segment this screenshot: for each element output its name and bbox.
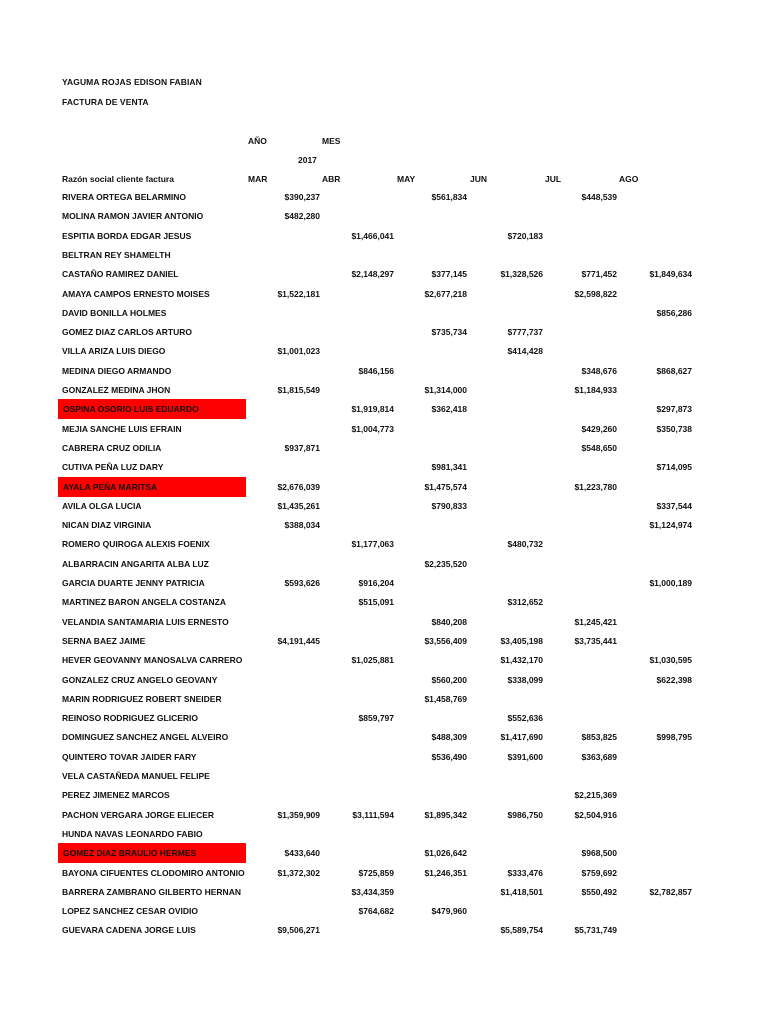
table-row (0, 322, 768, 342)
client-name: VILLA ARIZA LUIS DIEGO (62, 346, 166, 357)
client-name: VELANDIA SANTAMARIA LUIS ERNESTO (62, 616, 229, 627)
table-row (0, 747, 768, 767)
amount-cell-jun: $1,418,501 (500, 886, 543, 897)
document-subtitle: FACTURA DE VENTA (62, 97, 149, 107)
client-name: DOMINGUEZ SANCHEZ ANGEL ALVEIRO (62, 732, 229, 743)
amount-cell-jun: $1,417,690 (500, 732, 543, 743)
table-row (0, 515, 768, 535)
amount-cell-abr: $916,204 (358, 578, 394, 588)
client-name: GONZALEZ MEDINA JHON (62, 385, 171, 395)
amount-cell-may: $2,235,520 (424, 558, 467, 569)
client-name: NICAN DIAZ VIRGINIA (62, 520, 152, 531)
amount-cell-may: $840,208 (431, 616, 467, 627)
amount-cell-ago: $1,124,974 (649, 520, 692, 531)
client-name: DAVID BONILLA HOLMES (62, 307, 167, 318)
client-name: GUEVARA CADENA JORGE LUIS (62, 925, 196, 936)
amount-cell-jul: $3,735,441 (574, 635, 617, 646)
table-row (0, 805, 768, 825)
amount-cell-abr: $846,156 (358, 365, 394, 376)
client-name: HEVER GEOVANNY MANOSALVA CARRERO (62, 655, 243, 666)
client-name: ALBARRACIN ANGARITA ALBA LUZ (62, 558, 209, 569)
amount-cell-mar: $2,676,039 (277, 481, 320, 492)
amount-cell-mar: $937,871 (284, 442, 320, 453)
amount-cell-ago: $856,286 (656, 307, 692, 318)
client-name: GOMEZ DIAZ CARLOS ARTURO (62, 327, 193, 338)
amount-cell-jul: $5,731,749 (574, 925, 617, 936)
amount-cell-may: $790,833 (431, 500, 467, 511)
client-name: REINOSO RODRIGUEZ GLICERIO (62, 713, 199, 724)
amount-cell-may: $735,734 (431, 327, 467, 338)
document-title: YAGUMA ROJAS EDISON FABIAN (62, 77, 202, 87)
client-name: MARIN RODRIGUEZ ROBERT SNEIDER (62, 693, 222, 704)
month-header-mar: MAR (248, 174, 268, 184)
amount-cell-mar: $433,640 (284, 848, 320, 859)
table-row (0, 534, 768, 554)
table-row (0, 670, 768, 690)
table-row (0, 477, 768, 497)
table-row (0, 901, 768, 921)
amount-cell-may: $561,834 (431, 192, 467, 202)
amount-cell-abr: $1,919,814 (351, 404, 394, 415)
table-row (0, 226, 768, 246)
table-row (0, 708, 768, 728)
table-row (0, 573, 768, 593)
amount-cell-ago: $622,398 (656, 674, 692, 685)
amount-cell-jul: $548,650 (581, 442, 617, 453)
amount-cell-mar: $482,280 (284, 211, 320, 222)
amount-cell-mar: $4,191,445 (277, 635, 320, 646)
month-header-jul: JUL (545, 174, 562, 184)
month-header-ago: AGO (619, 174, 639, 184)
amount-cell-ago: $1,849,634 (649, 269, 692, 280)
client-column-header: Razón social cliente factura (62, 174, 174, 184)
amount-cell-jul: $2,504,916 (574, 809, 617, 820)
amount-cell-jun: $333,476 (507, 867, 543, 878)
amount-cell-jun: $720,183 (507, 230, 543, 241)
client-name: SERNA BAEZ JAIME (62, 635, 146, 646)
month-header-may: MAY (397, 174, 416, 184)
client-name: LOPEZ SANCHEZ CESAR OVIDIO (62, 906, 199, 917)
amount-cell-jul: $448,539 (581, 192, 617, 202)
table-row (0, 612, 768, 632)
client-name: BARRERA ZAMBRANO GILBERTO HERNAN (62, 886, 241, 897)
table-row (0, 689, 768, 709)
client-name: AMAYA CAMPOS ERNESTO MOISES (62, 288, 210, 299)
table-row (0, 380, 768, 400)
client-name: QUINTERO TOVAR JAIDER FARY (62, 751, 197, 762)
amount-cell-ago: $1,030,595 (649, 655, 692, 666)
table-row (0, 592, 768, 612)
table-row (0, 361, 768, 381)
client-name: BELTRAN REY SHAMELTH (62, 249, 171, 260)
client-name: CABRERA CRUZ ODILIA (62, 442, 162, 453)
amount-cell-may: $1,458,769 (424, 693, 467, 704)
table-row (0, 843, 768, 863)
month-label: MES (322, 136, 341, 146)
amount-cell-abr: $1,466,041 (351, 230, 394, 241)
table-row (0, 245, 768, 265)
amount-cell-abr: $1,025,881 (351, 655, 394, 666)
client-name: CASTAÑO RAMIREZ DANIEL (62, 269, 179, 280)
amount-cell-may: $560,200 (431, 674, 467, 685)
amount-cell-jun: $777,737 (507, 327, 543, 338)
client-name: AVILA OLGA LUCIA (62, 500, 142, 511)
amount-cell-jul: $968,500 (581, 848, 617, 859)
year-value: 2017 (298, 155, 317, 165)
table-row (0, 766, 768, 786)
amount-cell-mar: $1,815,549 (277, 385, 320, 395)
amount-cell-jul: $363,689 (581, 751, 617, 762)
amount-cell-mar: $1,522,181 (277, 288, 320, 299)
amount-cell-jun: $480,732 (507, 539, 543, 550)
amount-cell-jul: $771,452 (581, 269, 617, 280)
amount-cell-mar: $1,359,909 (277, 809, 320, 820)
amount-cell-may: $2,677,218 (424, 288, 467, 299)
table-row (0, 264, 768, 284)
amount-cell-jun: $338,099 (507, 674, 543, 685)
table-row (0, 187, 768, 207)
amount-cell-mar: $1,372,302 (277, 867, 320, 878)
amount-cell-ago: $297,873 (656, 404, 692, 415)
amount-cell-may: $1,895,342 (424, 809, 467, 820)
amount-cell-jul: $2,215,369 (574, 790, 617, 801)
table-row (0, 554, 768, 574)
amount-cell-jul: $348,676 (581, 365, 617, 376)
amount-cell-jun: $552,636 (507, 713, 543, 724)
table-row (0, 303, 768, 323)
amount-cell-may: $377,145 (431, 269, 467, 280)
table-row (0, 206, 768, 226)
amount-cell-may: $1,475,574 (424, 481, 467, 492)
amount-cell-abr: $725,859 (358, 867, 394, 878)
client-name: PACHON VERGARA JORGE ELIECER (62, 809, 215, 820)
amount-cell-abr: $2,148,297 (351, 269, 394, 280)
amount-cell-abr: $764,682 (358, 906, 394, 917)
table-row (0, 496, 768, 516)
amount-cell-jul: $1,223,780 (574, 481, 617, 492)
table-row (0, 457, 768, 477)
client-name: CUTIVA PEÑA LUZ DARY (62, 462, 164, 473)
amount-cell-mar: $390,237 (284, 192, 320, 202)
table-row (0, 863, 768, 883)
amount-cell-abr: $3,434,359 (351, 886, 394, 897)
amount-cell-jul: $550,492 (581, 886, 617, 897)
year-label: AÑO (248, 136, 267, 146)
amount-cell-ago: $337,544 (656, 500, 692, 511)
table-row (0, 785, 768, 805)
table-row (0, 631, 768, 651)
table-row (0, 650, 768, 670)
amount-cell-mar: $593,626 (284, 578, 320, 588)
amount-cell-jun: $3,405,198 (500, 635, 543, 646)
client-name-highlighted: AYALA PEÑA MARITSA (58, 477, 246, 497)
amount-cell-may: $479,960 (431, 906, 467, 917)
amount-cell-ago: $998,795 (656, 732, 692, 743)
amount-cell-may: $488,309 (431, 732, 467, 743)
client-name: GONZALEZ CRUZ ANGELO GEOVANY (62, 674, 218, 685)
month-header-jun: JUN (470, 174, 488, 184)
amount-cell-abr: $3,111,594 (352, 809, 394, 820)
client-name: GARCIA DUARTE JENNY PATRICIA (62, 578, 205, 588)
amount-cell-jun: $391,600 (507, 751, 543, 762)
amount-cell-jun: $1,432,170 (500, 655, 543, 666)
amount-cell-ago: $714,095 (656, 462, 692, 473)
table-row (0, 882, 768, 902)
amount-cell-may: $3,556,409 (424, 635, 467, 646)
table-row (0, 399, 768, 419)
amount-cell-ago: $868,627 (656, 365, 692, 376)
amount-cell-jun: $414,428 (507, 346, 543, 357)
amount-cell-may: $536,490 (431, 751, 467, 762)
amount-cell-jul: $2,598,822 (574, 288, 617, 299)
amount-cell-may: $1,026,642 (424, 848, 467, 859)
client-name: MEDINA DIEGO ARMANDO (62, 365, 172, 376)
client-name: MEJIA SANCHE LUIS EFRAIN (62, 423, 182, 434)
amount-cell-jun: $312,652 (507, 597, 543, 608)
client-name: ROMERO QUIROGA ALEXIS FOENIX (62, 539, 210, 550)
table-row (0, 824, 768, 844)
amount-cell-mar: $388,034 (284, 520, 320, 531)
amount-cell-may: $981,341 (431, 462, 467, 473)
month-header-abr: ABR (322, 174, 341, 184)
amount-cell-abr: $1,177,063 (351, 539, 394, 550)
client-name-highlighted: OSPINA OSORIO LUIS EDUARDO (58, 399, 246, 419)
amount-cell-may: $362,418 (431, 404, 467, 415)
amount-cell-jun: $1,328,526 (500, 269, 543, 280)
amount-cell-jul: $759,692 (581, 867, 617, 878)
amount-cell-jun: $5,589,754 (500, 925, 543, 936)
amount-cell-abr: $1,004,773 (351, 423, 394, 434)
client-name: VELA CASTAÑEDA MANUEL FELIPE (62, 771, 210, 781)
client-name-highlighted: GOMEZ DIAZ BRAULIO HERMES (58, 843, 246, 863)
amount-cell-mar: $1,001,023 (277, 346, 320, 357)
client-name: MARTINEZ BARON ANGELA COSTANZA (62, 597, 227, 608)
table-row (0, 920, 768, 940)
client-name: MOLINA RAMON JAVIER ANTONIO (62, 211, 204, 222)
amount-cell-abr: $859,797 (358, 713, 394, 724)
client-name: BAYONA CIFUENTES CLODOMIRO ANTONIO (62, 867, 245, 878)
client-name: PEREZ JIMENEZ MARCOS (62, 790, 170, 801)
client-name: RIVERA ORTEGA BELARMINO (62, 192, 187, 202)
amount-cell-ago: $350,738 (656, 423, 692, 434)
amount-cell-jul: $429,260 (581, 423, 617, 434)
amount-cell-jul: $853,825 (581, 732, 617, 743)
table-row (0, 438, 768, 458)
client-name: HUNDA NAVAS LEONARDO FABIO (62, 828, 203, 839)
amount-cell-may: $1,246,351 (424, 867, 467, 878)
client-name: ESPITIA BORDA EDGAR JESUS (62, 230, 192, 241)
table-row (0, 341, 768, 361)
amount-cell-mar: $1,435,261 (277, 500, 320, 511)
amount-cell-jul: $1,245,421 (574, 616, 617, 627)
table-row (0, 419, 768, 439)
table-row (0, 727, 768, 747)
amount-cell-may: $1,314,000 (424, 385, 467, 395)
amount-cell-ago: $1,000,189 (649, 578, 692, 588)
amount-cell-ago: $2,782,857 (649, 886, 692, 897)
amount-cell-abr: $515,091 (358, 597, 394, 608)
amount-cell-jun: $986,750 (507, 809, 543, 820)
amount-cell-mar: $9,506,271 (277, 925, 320, 936)
amount-cell-jul: $1,184,933 (574, 385, 617, 395)
table-row (0, 284, 768, 304)
